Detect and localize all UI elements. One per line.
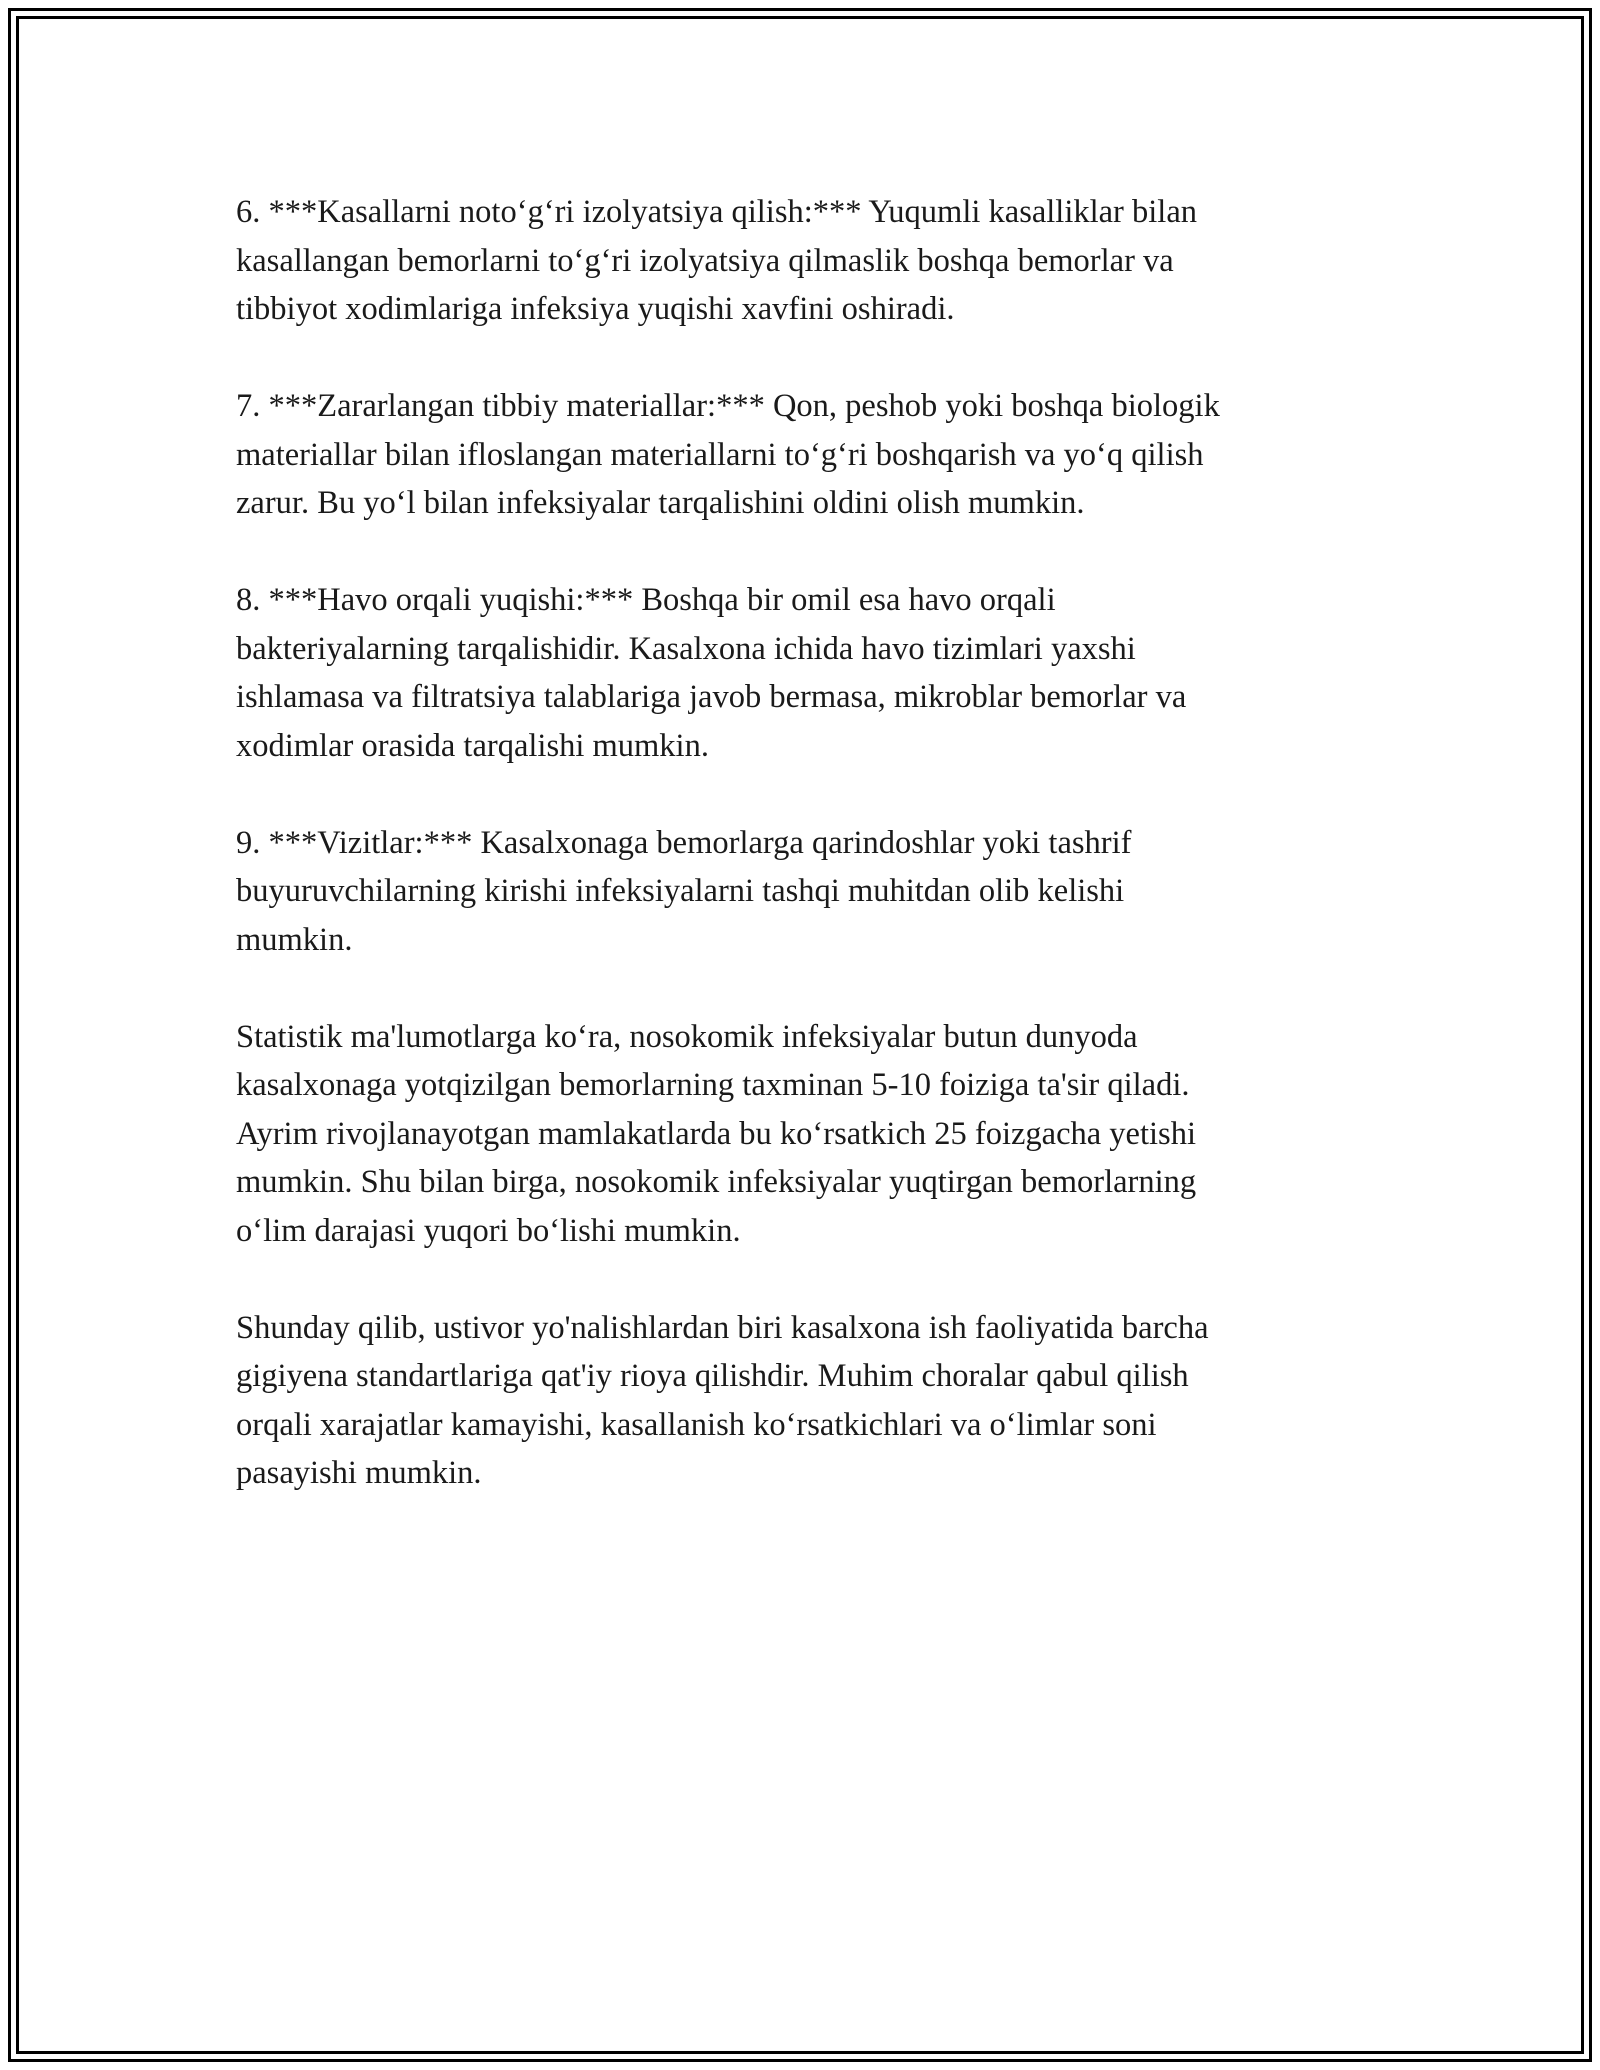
paragraph-item-6-isolation: 6. ***Kasallarni noto‘g‘ri izolyatsiya qilish:*** Yuqumli kasalliklar bilan kasallangan bemorlarni to‘g‘ri izolyatsiya qilmaslik boshqa bemorlar va tibbiyot xodimlariga infeksiya yuqishi xavfini oshiradi. (236, 194, 1197, 327)
paragraph-item-8-airborne: 8. ***Havo orqali yuqishi:*** Boshqa bir omil esa havo orqali bakteriyalarning tarqalishidir. Kasalxona ichida havo tizimlari yaxshi ishlamasa va filtratsiya talablariga javob bermasa, mikroblar bemorlar va xodimlar orasida tarqalishi mumkin. (236, 582, 1187, 764)
document-body (236, 188, 1376, 1546)
paragraph-statistics: Statistik ma'lumotlarga ko‘ra, nosokomik infeksiyalar butun dunyoda kasalxonaga yotqizilgan bemorlarning taxminan 5-10 foiziga ta'sir qiladi. Ayrim rivojlanayotgan mamlakatlarda bu ko‘rsatkich 25 foizgacha yetishi mumkin. Shu bilan birga, nosokomik infeksiyalar yuqtirgan bemorlarning o‘lim darajasi yuqori bo‘lishi mumkin. (236, 1018, 1197, 1249)
paragraph-conclusion: Shunday qilib, ustivor yo'nalishlardan biri kasalxona ish faoliyatida barcha gigiyena standartlariga qat'iy rioya qilishdir. Muhim choralar qabul qilish orqali xarajatlar kamayishi, kasallanish ko‘rsatkichlari va o‘limlar soni pasayishi mumkin. (236, 1309, 1209, 1491)
paragraph-item-9-visits: 9. ***Vizitlar:*** Kasalxonaga bemorlarga qarindoshlar yoki tashrif buyuruvchilarning kirishi infeksiyalarni tashqi muhitdan olib kelishi mumkin. (236, 824, 1132, 958)
paragraph-item-7-materials: 7. ***Zararlangan tibbiy materiallar:*** Qon, peshob yoki boshqa biologik materiallar bilan ifloslangan materiallarni to‘g‘ri boshqarish va yo‘q qilish zarur. Bu yo‘l bilan infeksiyalar tarqalishini oldini olish mumkin. (236, 388, 1220, 521)
